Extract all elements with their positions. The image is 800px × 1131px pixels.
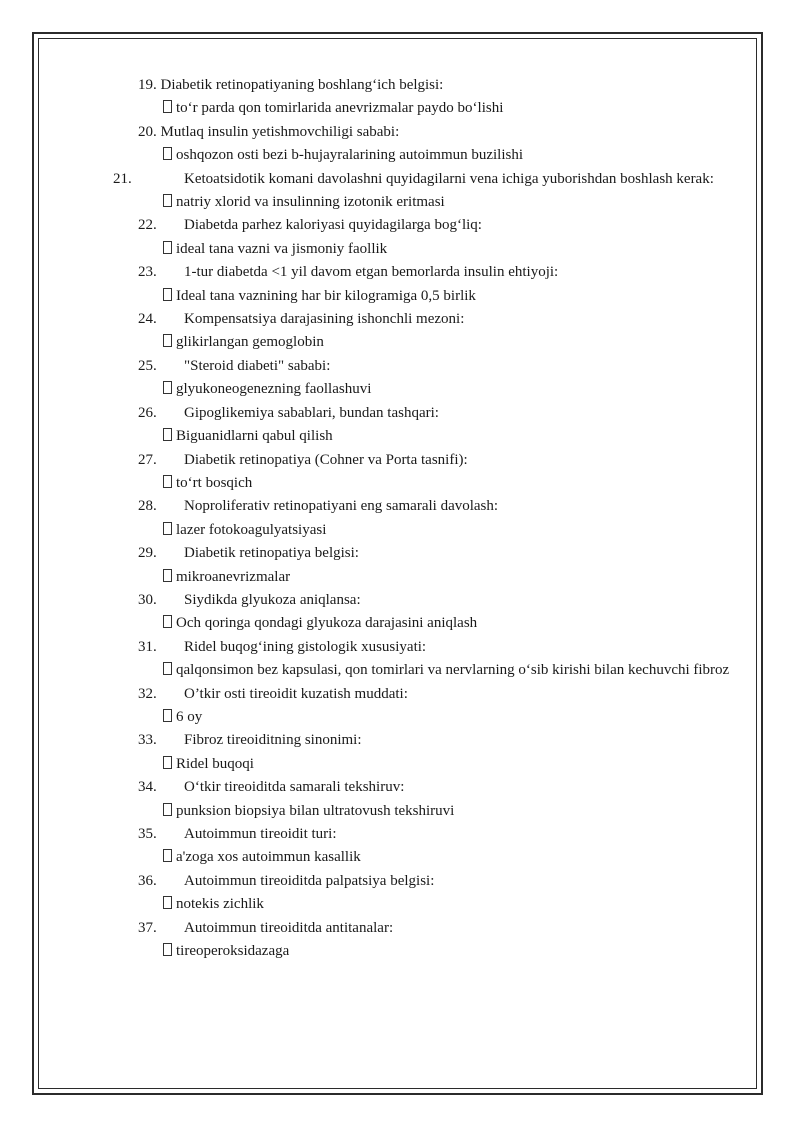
question-31: 31. Ridel buqog‘ining gistologik xususiyati: [138,638,427,655]
answer-21: natriy xlorid va insulinning izotonik eritmasi [0,191,800,214]
answer-24: glikirlangan gemoglobin [0,331,800,354]
checkbox-icon [163,475,172,488]
question-22: 22. Diabetda parhez kaloriyasi quyidagilarga bog‘liq: [138,217,482,234]
answer-35: a'zoga xos autoimmun kasallik [0,846,800,869]
question-list [0,74,800,963]
answer-20: oshqozon osti bezi b-hujayralarining autoimmun buzilishi [0,144,800,167]
question-35: 35. Autoimmun tireoidit turi: [138,826,337,842]
checkbox-icon [163,943,172,956]
question-19: 19. Diabetik retinopatiyaning boshlang‘ich belgisi: [138,77,444,93]
checkbox-icon [163,569,172,582]
question-29: 29. Diabetik retinopatiya belgisi: [138,545,359,562]
question-28: 28. Noproliferativ retinopatiyani eng samarali davolash: [138,498,499,515]
question-37: 37. Autoimmun tireoiditda antitanalar: [138,919,394,936]
answer-30: Och qoringa qondagi glyukoza darajasini aniqlash [0,612,800,635]
answer-23: Ideal tana vaznining har bir kilogramiga 0,5 birlik [0,285,800,308]
answer-28: lazer fotokoagulyatsiyasi [0,519,800,542]
answer-32: 6 oy [0,706,800,729]
checkbox-icon [163,896,172,909]
question-23: 23. 1-tur diabetda <1 yil davom etgan bemorlarda insulin ehtiyoji: [138,264,559,281]
answer-37: tireoperoksidazaga [0,940,800,963]
answer-26: Biguanidlarni qabul qilish [0,425,800,448]
checkbox-icon [163,147,172,160]
answer-33: Ridel buqoqi [0,753,800,776]
checkbox-icon [163,615,172,628]
question-20: 20. Mutlaq insulin yetishmovchiligi sababi: [138,123,400,140]
answer-31: qalqonsimon bez kapsulasi, qon tomirlari va nervlarning o‘sib kirishi bilan kechuvchi fibroz [0,659,800,682]
answer-36: notekis zichlik [0,893,800,916]
checkbox-icon [163,100,172,113]
answer-25: glyukoneogenezning faollashuvi [0,378,800,401]
answer-27: to‘rt bosqich [0,472,800,495]
answer-19: to‘r parda qon tomirlarida anevrizmalar paydo bo‘lishi [0,97,800,120]
question-36: 36. Autoimmun tireoiditda palpatsiya belgisi: [138,872,435,889]
question-32: 32. O’tkir osti tireoidit kuzatish muddati: [138,685,408,702]
checkbox-icon [163,381,172,394]
checkbox-icon [163,428,172,441]
question-27: 27. Diabetik retinopatiya (Cohner va Porta tasnifi): [138,451,468,468]
checkbox-icon [163,662,172,675]
answer-34: punksion biopsiya bilan ultratovush tekshiruvi [0,800,800,823]
question-25: 25. "Steroid diabeti" sababi: [138,357,331,374]
question-24: 24. Kompensatsiya darajasining ishonchli mezoni: [138,311,465,328]
checkbox-icon [163,334,172,347]
checkbox-icon [163,803,172,816]
checkbox-icon [163,194,172,207]
question-34: 34. O‘tkir tireoiditda samarali tekshiruv: [138,779,405,796]
checkbox-icon [163,849,172,862]
checkbox-icon [163,288,172,301]
checkbox-icon [163,709,172,722]
question-30: 30. Siydikda glyukoza aniqlansa: [138,591,361,608]
answer-29: mikroanevrizmalar [0,566,800,589]
checkbox-icon [163,522,172,535]
question-21: 21. Ketoatsidotik komani davolashni quyidagilarni vena ichiga yuborishdan boshlash kerak: [113,170,714,187]
question-33: 33. Fibroz tireoiditning sinonimi: [138,732,362,749]
checkbox-icon [163,241,172,254]
question-26: 26. Gipoglikemiya sabablari, bundan tashqari: [138,404,439,421]
answer-22: ideal tana vazni va jismoniy faollik [0,238,800,261]
checkbox-icon [163,756,172,769]
